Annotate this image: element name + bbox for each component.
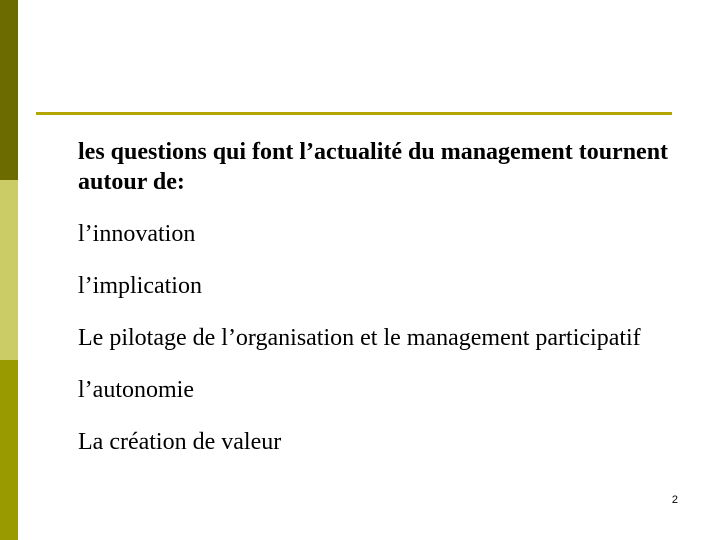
list-item: l’implication (78, 273, 202, 299)
sidebar-accent-bottom (0, 360, 18, 540)
sidebar-accent-top (0, 0, 18, 180)
sidebar-accent-middle (0, 180, 18, 360)
page-number: 2 (671, 494, 678, 506)
slide-content (78, 137, 678, 479)
slide-heading: les questions qui font l’actualité du management tournent autour de: (78, 139, 669, 195)
title-divider-line (36, 112, 672, 115)
list-item: La création de valeur (78, 429, 282, 455)
list-item: l’autonomie (78, 377, 194, 403)
list-item: l’innovation (78, 221, 196, 247)
list-item: Le pilotage de l’organisation et le management participatif (78, 325, 641, 351)
